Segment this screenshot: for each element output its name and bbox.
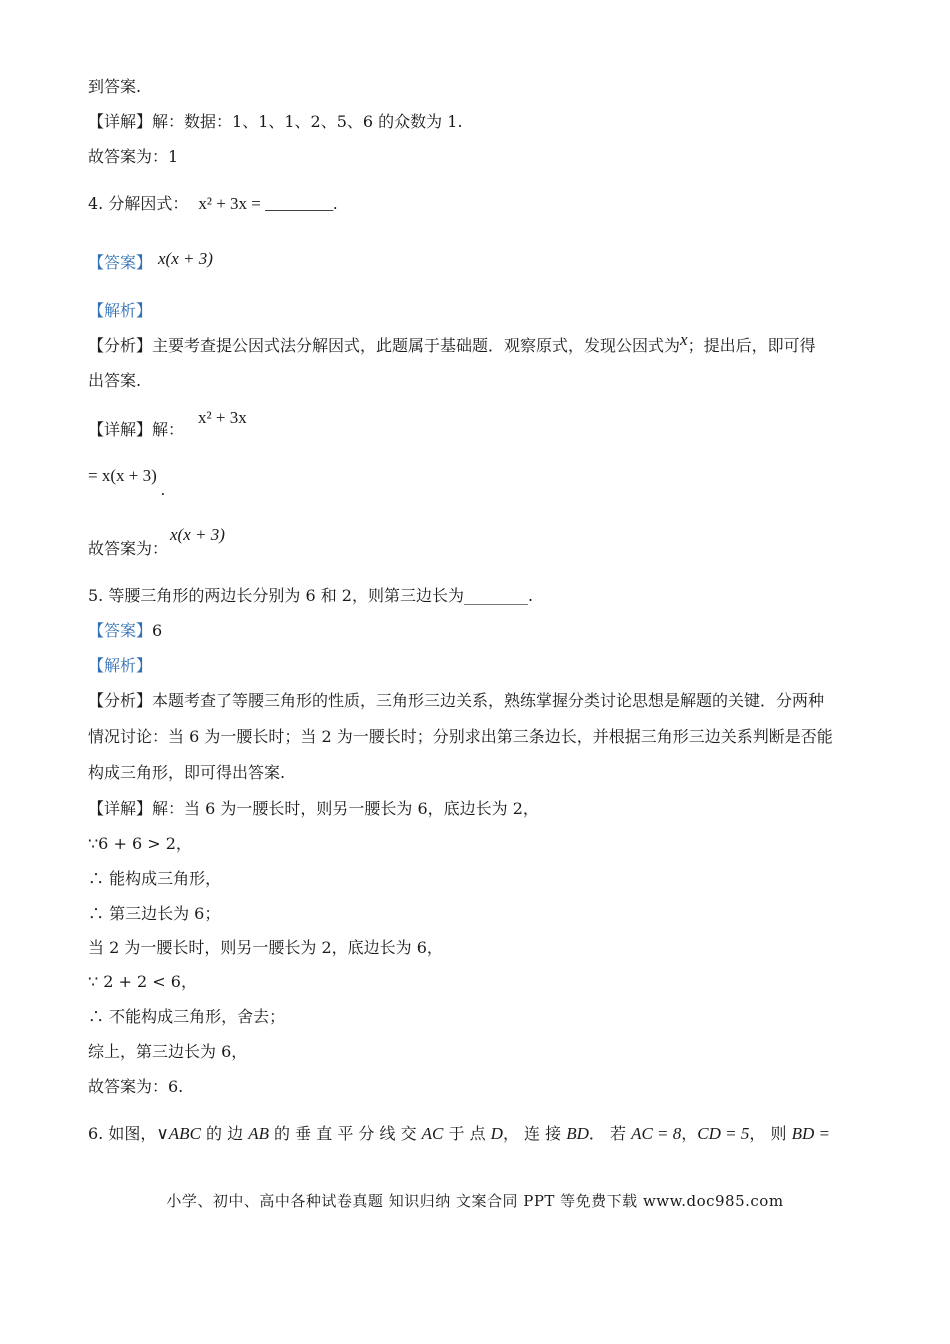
math-expression: BD =: [791, 1124, 830, 1143]
question-text: 于 点: [443, 1124, 491, 1143]
tag-label: 【详解】: [88, 112, 153, 131]
text: 到答案.: [88, 77, 142, 96]
text-line: [88, 408, 247, 441]
question-6: [88, 1123, 830, 1145]
text-line: [88, 76, 141, 98]
question-text: 的 垂 直 平 分 线 交: [268, 1124, 422, 1143]
text: 故答案为：: [88, 539, 169, 558]
answer-tag: 【答案】: [88, 253, 153, 272]
text: 当 2 为一腰长时，则另一腰长为 2，底边长为 6，: [88, 938, 443, 957]
text: ∴ 第三边长为 6；: [88, 904, 221, 923]
text-line: [88, 726, 833, 748]
question-5: [88, 585, 533, 607]
text: 本题考查了等腰三角形的性质，三角形三边关系，熟练掌握分类讨论思想是解题的关键．分两种: [152, 691, 825, 710]
tag-label: 【分析】: [88, 336, 153, 355]
math-expression: x² + 3x = ________.: [198, 194, 338, 213]
text: 解：数据：1、1、1、2、5、6 的众数为 1.: [152, 112, 463, 131]
text: ∵ 2 + 2 < 6，: [88, 972, 197, 991]
text-line: [88, 111, 463, 133]
math-variable: AC: [421, 1124, 444, 1143]
math-expression: AC = 8: [631, 1124, 682, 1143]
text-line: [88, 525, 225, 560]
text-line: [88, 762, 285, 784]
text: 综上，第三边长为 6，: [88, 1042, 248, 1061]
text: ∴ 能构成三角形，: [88, 869, 222, 888]
text-line: [88, 868, 221, 890]
answer-line: [88, 249, 213, 274]
punctuation: .: [160, 480, 165, 499]
analysis-tag: [88, 300, 152, 322]
question-text: 6. 如图，: [88, 1124, 157, 1143]
text-line: [88, 903, 220, 925]
analysis-label: 【解析】: [88, 656, 153, 675]
question-text: 4. 分解因式：: [88, 194, 189, 213]
answer-value: 6: [152, 621, 163, 640]
text: ∴ 不能构成三角形，舍去；: [88, 1007, 286, 1026]
text: 主要考查提公因式法分解因式，此题属于基础题．观察原式，发现公因式为: [152, 336, 681, 355]
math-expression: x² + 3x: [198, 408, 247, 427]
text-line: [88, 690, 824, 712]
question-text: ， 连 接: [502, 1124, 567, 1143]
text-line: [88, 1041, 247, 1063]
math-variable: D: [490, 1124, 503, 1143]
question-text: ． 若: [588, 1124, 632, 1143]
math-variable: AB: [248, 1124, 269, 1143]
text: ；提出后，即可得: [687, 336, 816, 355]
text: ∵6 + 6 > 2，: [88, 834, 192, 853]
math-step: [88, 465, 165, 499]
text: 解：: [152, 420, 185, 439]
math-expression: ∨ABC: [156, 1124, 201, 1143]
text-line: [88, 1006, 285, 1028]
question-text: ，: [681, 1124, 698, 1143]
math-expression: = x(x + 3): [88, 466, 157, 485]
math-expression: CD = 5: [697, 1124, 750, 1143]
text: 故答案为：1: [88, 147, 179, 166]
analysis-tag: [88, 655, 152, 677]
tag-label: 【详解】: [88, 799, 153, 818]
tag-label: 【详解】: [88, 420, 153, 439]
text-line: [88, 146, 178, 168]
text-line: [88, 937, 443, 959]
question-text: ， 则: [749, 1124, 792, 1143]
text-line: [88, 798, 539, 820]
tag-label: 【分析】: [88, 691, 153, 710]
text: 构成三角形，即可得出答案.: [88, 763, 286, 782]
answer-tag: 【答案】: [88, 621, 153, 640]
text-line: [88, 833, 192, 855]
text-line: [88, 971, 197, 993]
text-line: [88, 1076, 183, 1098]
math-expression: x(x + 3): [170, 525, 225, 544]
math-expression: x(x + 3): [158, 249, 213, 268]
text: 情况讨论：当 6 为一腰长时；当 2 为一腰长时；分别求出第三条边长，并根据三角形三边关系判断是否能: [88, 727, 833, 746]
text: 故答案为：6.: [88, 1077, 184, 1096]
question-text: 5. 等腰三角形的两边长分别为 6 和 2，则第三边长为________.: [88, 586, 534, 605]
page-footer: 小学、初中、高中各种试卷真题 知识归纳 文案合同 PPT 等免费下载 www.doc985.com: [166, 1192, 784, 1210]
math-variable: x: [680, 330, 688, 349]
question-text: 的 边: [200, 1124, 249, 1143]
question-4: [88, 193, 337, 215]
text: 解：当 6 为一腰长时，则另一腰长为 6，底边长为 2，: [152, 799, 539, 818]
text-line: [88, 330, 816, 357]
text-line: [88, 370, 141, 392]
math-variable: BD: [566, 1124, 589, 1143]
text: 出答案.: [88, 371, 142, 390]
answer-line: [88, 620, 162, 642]
analysis-label: 【解析】: [88, 301, 153, 320]
